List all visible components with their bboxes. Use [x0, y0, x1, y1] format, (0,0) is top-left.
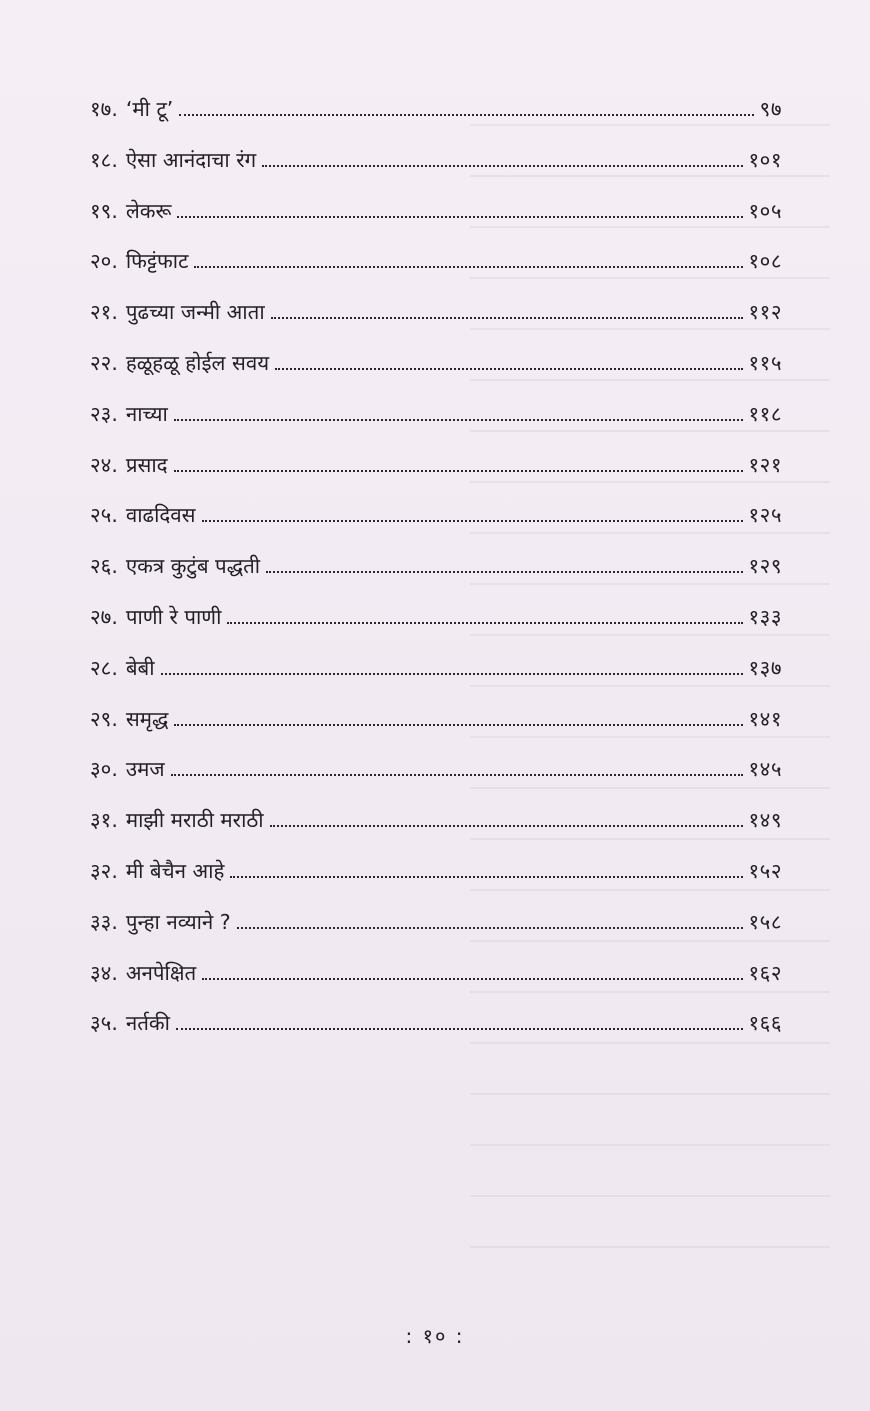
toc-entry-title: नर्तकी	[125, 1011, 170, 1036]
dot-leader	[161, 673, 743, 675]
dot-leader	[266, 571, 742, 573]
dot-leader	[194, 266, 742, 268]
toc-entry	[90, 338, 782, 389]
toc-entry-page-number: १२१	[748, 452, 782, 477]
dot-leader	[262, 165, 742, 167]
toc-entry-number: २७.	[90, 604, 118, 629]
toc-entry	[90, 236, 782, 287]
toc-entry-title: लेकरू	[125, 198, 172, 223]
toc-entry-number: २०.	[90, 249, 118, 274]
toc-entry-page-number: १२५	[748, 503, 782, 528]
toc-entry-title: हळूहळू होईल सवय	[125, 350, 270, 375]
dot-leader	[270, 825, 743, 827]
toc-entry-page-number: १५२	[748, 858, 782, 883]
dot-leader	[171, 774, 743, 776]
toc-entry-title: माझी मराठी मराठी	[125, 808, 264, 833]
toc-entry-number: १७.	[90, 97, 118, 121]
toc-entry-title: एकत्र कुटुंब पद्धती	[125, 554, 261, 579]
toc-entry-title: नाच्या	[125, 401, 168, 426]
toc-entry-number: २५.	[90, 503, 118, 528]
toc-entry-number: २२.	[90, 350, 118, 375]
dot-leader	[174, 724, 742, 726]
toc-entry-page-number: १३७	[748, 655, 782, 680]
toc-entry-title: बेबी	[125, 655, 155, 680]
dot-leader	[174, 419, 743, 421]
toc-entry-number: ३३.	[90, 909, 118, 934]
toc-entry	[90, 795, 782, 846]
toc-entry-title: उमज	[125, 757, 165, 782]
toc-entry-number: १८.	[90, 147, 118, 172]
toc-entry-number: २१.	[90, 300, 118, 325]
toc-entry-page-number: १४९	[748, 808, 782, 833]
dot-leader	[179, 114, 753, 116]
dot-leader	[275, 368, 742, 370]
dot-leader	[202, 520, 743, 522]
toc-entry	[90, 846, 782, 897]
page-number-footer: : १० :	[405, 1324, 465, 1348]
dot-leader	[237, 927, 743, 929]
toc-entry-page-number: ११८	[748, 401, 782, 426]
toc-entry	[90, 643, 782, 694]
toc-entry	[90, 897, 782, 948]
toc-entry-page-number: १३३	[748, 604, 782, 629]
dot-leader	[176, 1028, 743, 1030]
toc-entry-page-number: १०१	[748, 147, 782, 172]
dot-leader	[202, 978, 742, 980]
toc-entry	[90, 490, 782, 541]
dot-leader	[174, 470, 743, 472]
toc-entry	[90, 948, 782, 999]
toc-entry	[90, 694, 782, 745]
toc-entry-number: ३०.	[90, 757, 118, 782]
toc-entry	[90, 186, 782, 237]
toc-entry-number: ३५.	[90, 1011, 118, 1036]
dot-leader	[230, 876, 742, 878]
toc-entry	[90, 84, 782, 135]
toc-entry-number: २९.	[90, 706, 118, 731]
toc-entry-number: २३.	[90, 401, 118, 426]
toc-entry-title: पुढच्या जन्मी आता	[125, 300, 265, 325]
toc-entry-page-number: १४१	[748, 706, 782, 731]
toc-entry	[90, 998, 782, 1049]
toc-entry-number: २४.	[90, 452, 118, 477]
toc-entry-number: ३१.	[90, 808, 118, 833]
toc-entry-number: २८.	[90, 655, 118, 680]
dot-leader	[227, 622, 742, 624]
toc-entry-title: वाढदिवस	[125, 503, 196, 528]
toc-entry-title: मी बेचैन आहे	[125, 858, 225, 883]
toc-entry-number: ३४.	[90, 960, 118, 985]
toc-entry-page-number: १०८	[748, 249, 782, 274]
toc-entry-page-number: १५८	[748, 909, 782, 934]
toc-entry	[90, 744, 782, 795]
toc-entry-page-number: ११५	[748, 350, 782, 375]
toc-entry	[90, 541, 782, 592]
toc-entry-number: १९.	[90, 198, 118, 223]
toc-entry-title: प्रसाद	[125, 452, 168, 477]
toc-entry	[90, 287, 782, 338]
toc-entry-title: ऐसा आनंदाचा रंग	[125, 147, 257, 172]
toc-entry-page-number: १२९	[748, 554, 782, 579]
toc-entry-title: पुन्हा नव्याने ?	[125, 909, 231, 934]
toc-entry-page-number: १६२	[748, 960, 782, 985]
dot-leader	[177, 216, 742, 218]
toc-entry-page-number: १६६	[748, 1011, 782, 1036]
dot-leader	[271, 317, 743, 319]
toc-entry	[90, 592, 782, 643]
toc-entry-title: पाणी रे पाणी	[125, 604, 222, 629]
toc-entry-page-number: ९७	[759, 97, 782, 121]
toc-entry-title: अनपेक्षित	[125, 960, 197, 985]
toc-entry-number: २६.	[90, 554, 118, 579]
toc-entry-number: ३२.	[90, 858, 118, 883]
table-of-contents	[90, 84, 782, 1049]
toc-entry-page-number: १०५	[748, 198, 782, 223]
toc-entry	[90, 135, 782, 186]
toc-entry-page-number: ११२	[748, 300, 782, 325]
toc-entry	[90, 440, 782, 491]
toc-entry-title: ‘मी टू’	[125, 97, 174, 121]
toc-entry	[90, 389, 782, 440]
toc-entry-title: समृद्ध	[125, 706, 169, 731]
toc-entry-page-number: १४५	[748, 757, 782, 782]
toc-entry-title: फिट्टंफाट	[125, 249, 189, 274]
